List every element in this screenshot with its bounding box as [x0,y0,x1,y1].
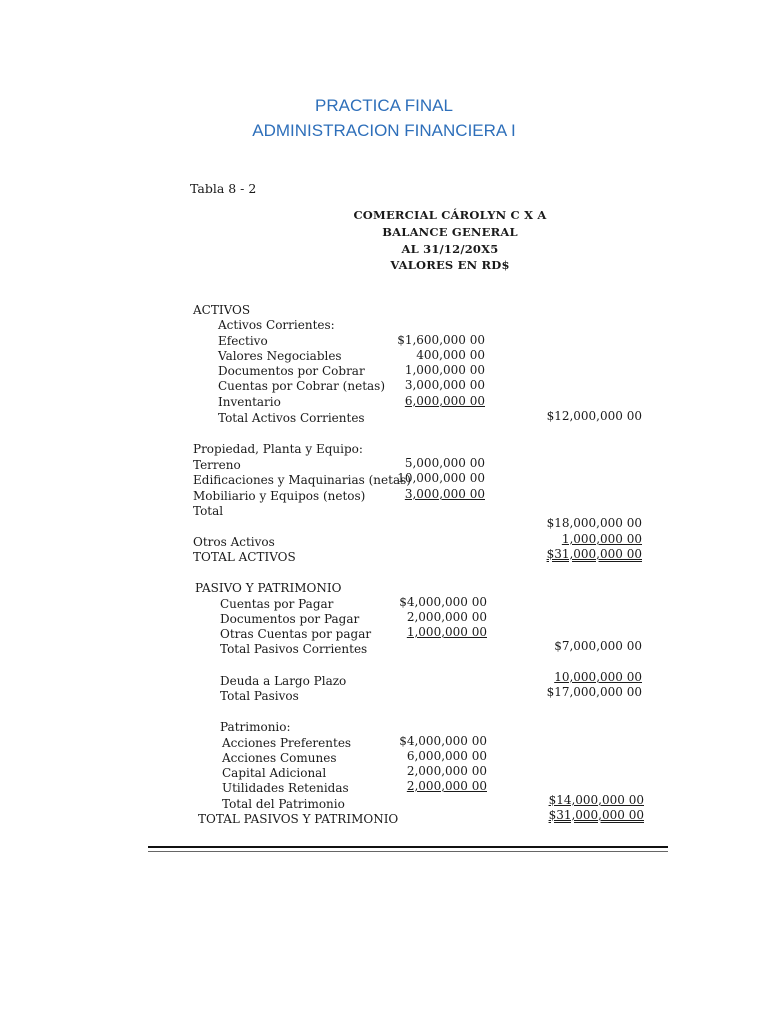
equity-value: 6,000,000 00 [406,749,487,763]
current-asset-value: 1,000,000 00 [404,363,485,377]
current-asset-label: Inventario [218,395,281,409]
other-assets-value: 1,000,000 00 [561,532,642,546]
ppe-heading: Propiedad, Planta y Equipo: [193,442,363,456]
equity-label: Capital Adicional [222,766,327,780]
other-assets-label: Otros Activos [193,535,275,549]
current-asset-value: 400,000 00 [416,348,485,362]
total-assets-value: $31,000,000 00 [546,547,642,561]
equity-value: 2,000,000 00 [406,764,487,778]
statement-date: AL 31/12/20X5 [401,242,499,256]
liabilities-heading: PASIVO Y PATRIMONIO [195,581,342,595]
ppe-value: 3,000,000 00 [404,487,485,501]
document-title-line-2: ADMINISTRACION FINANCIERA I [252,121,516,140]
document-title-line-1: PRACTICA FINAL [315,96,453,115]
liability-label: Cuentas por Pagar [220,597,334,611]
total-liabilities-label: Total Pasivos [220,689,299,703]
current-liabilities-total-value: $7,000,000 00 [554,639,642,653]
long-term-debt-value: 10,000,000 00 [554,670,642,684]
bottom-rule-shadow [148,851,668,852]
ppe-label: Mobiliario y Equipos (netos) [193,489,366,503]
current-asset-value: 6,000,000 00 [404,394,485,408]
bottom-rule [148,846,668,848]
liability-value: 1,000,000 00 [406,625,487,639]
equity-total-label: Total del Patrimonio [222,797,345,811]
equity-label: Acciones Comunes [222,751,337,765]
ppe-label: Edificaciones y Maquinarias (netas) [193,473,411,487]
company-name: COMERCIAL CÁROLYN C X A [353,208,547,222]
current-assets-total-label: Total Activos Corrientes [218,411,365,425]
long-term-debt-label: Deuda a Largo Plazo [220,674,347,688]
current-asset-label: Valores Negociables [218,349,342,363]
total-liabilities-value: $17,000,000 00 [546,685,642,699]
liability-label: Documentos por Pagar [220,612,360,626]
current-assets-total-value: $12,000,000 00 [546,409,642,423]
liability-label: Otras Cuentas por pagar [220,627,372,641]
statement-name: BALANCE GENERAL [382,225,518,239]
equity-label: Acciones Preferentes [222,736,352,750]
currency-note: VALORES EN RD$ [390,258,510,272]
grand-total-label: TOTAL PASIVOS Y PATRIMONIO [198,812,399,826]
ppe-value: 5,000,000 00 [404,456,485,470]
equity-label: Utilidades Retenidas [222,781,349,795]
equity-heading: Patrimonio: [220,720,291,734]
assets-heading: ACTIVOS [193,303,251,317]
grand-total-value: $31,000,000 00 [548,808,644,822]
ppe-value: 10,000,000 00 [397,471,485,485]
ppe-total-value: $18,000,000 00 [546,516,642,530]
equity-value: 2,000,000 00 [406,779,487,793]
current-asset-value: 3,000,000 00 [404,378,485,392]
current-liabilities-total-label: Total Pasivos Corrientes [220,642,368,656]
equity-value: $4,000,000 00 [399,734,487,748]
ppe-label: Terreno [193,458,241,472]
current-asset-label: Cuentas por Cobrar (netas) [218,379,386,393]
table-label: Tabla 8 - 2 [190,181,257,196]
total-assets-label: TOTAL ACTIVOS [193,550,296,564]
current-asset-label: Efectivo [218,334,268,348]
equity-total-value: $14,000,000 00 [548,793,644,807]
current-asset-label: Documentos por Cobrar [218,364,365,378]
current-assets-heading: Activos Corrientes: [218,318,335,332]
ppe-total-label: Total [193,504,224,518]
liability-value: $4,000,000 00 [399,595,487,609]
current-asset-value: $1,600,000 00 [397,333,485,347]
liability-value: 2,000,000 00 [406,610,487,624]
